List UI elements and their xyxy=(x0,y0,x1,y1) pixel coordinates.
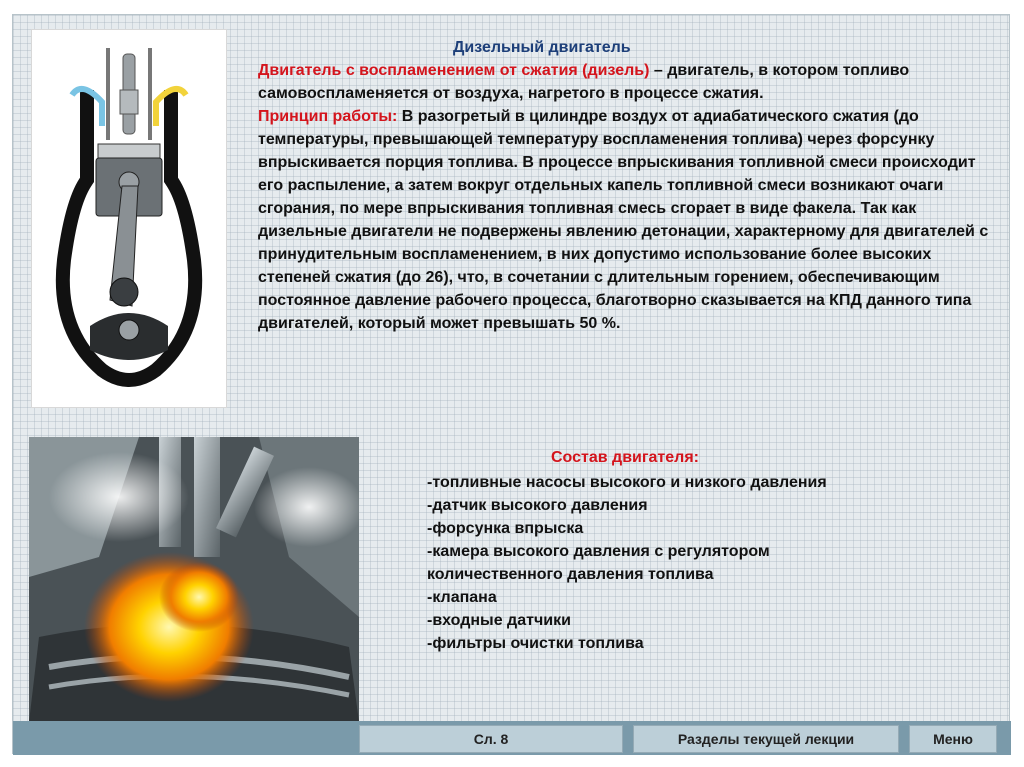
list-item: -камера высокого давления с регулятором количественного давления топлива xyxy=(427,543,770,583)
lecture-sections-button[interactable]: Разделы текущей лекции xyxy=(633,725,899,753)
menu-button[interactable]: Меню xyxy=(909,725,997,753)
main-description xyxy=(258,59,998,335)
engine-cylinder-diagram xyxy=(31,29,227,408)
composition-heading: Состав двигателя: xyxy=(551,449,699,466)
composition-list xyxy=(427,471,897,655)
slide xyxy=(12,14,1010,754)
list-item: -фильтры очистки топлива xyxy=(427,635,644,652)
list-item: -входные датчики xyxy=(427,612,571,629)
list-item: -клапана xyxy=(427,589,497,606)
definition-text: – двигатель, в котором топливо самовоспламеняется от воздуха, нагретого в процессе сжатия. xyxy=(258,62,910,102)
slide-title: Дизельный двигатель xyxy=(453,39,631,56)
principle-text: В разогретый в цилиндре воздух от адиабатического сжатия (до температуры, превышающей температуру воспламенения топлива) через форсунку впрыскивается порция топлива. В процессе впрыскивания топливной смеси происходит его распыление, а затем вокруг отдельных капель топливной смеси возникают очаги сгорания, по мере впрыскивания топливная смесь сгорает в виде факела. Так как дизельные двигатели не подвержены явлению детонации, характерному для двигателей с принудительным воспламенением, в них допустимо использование более высоких степеней сжатия (до 26), что, в сочетании с длительным горением, обеспечивающим постоянное давление рабочего процесса, благотворно сказывается на КПД данного типа двигателей, который может превышать 50 %. xyxy=(258,108,989,332)
list-item: -датчик высокого давления xyxy=(427,497,648,514)
slide-number: Сл. 8 xyxy=(359,725,623,753)
footer-navigation-bar xyxy=(13,721,1011,755)
definition-term: Двигатель с воспламенением от сжатия (дизель) xyxy=(258,62,650,79)
list-item: -форсунка впрыска xyxy=(427,520,584,537)
principle-label: Принцип работы: xyxy=(258,108,398,125)
combustion-chamber-photo xyxy=(29,437,359,722)
list-item: -топливные насосы высокого и низкого давления xyxy=(427,474,827,491)
